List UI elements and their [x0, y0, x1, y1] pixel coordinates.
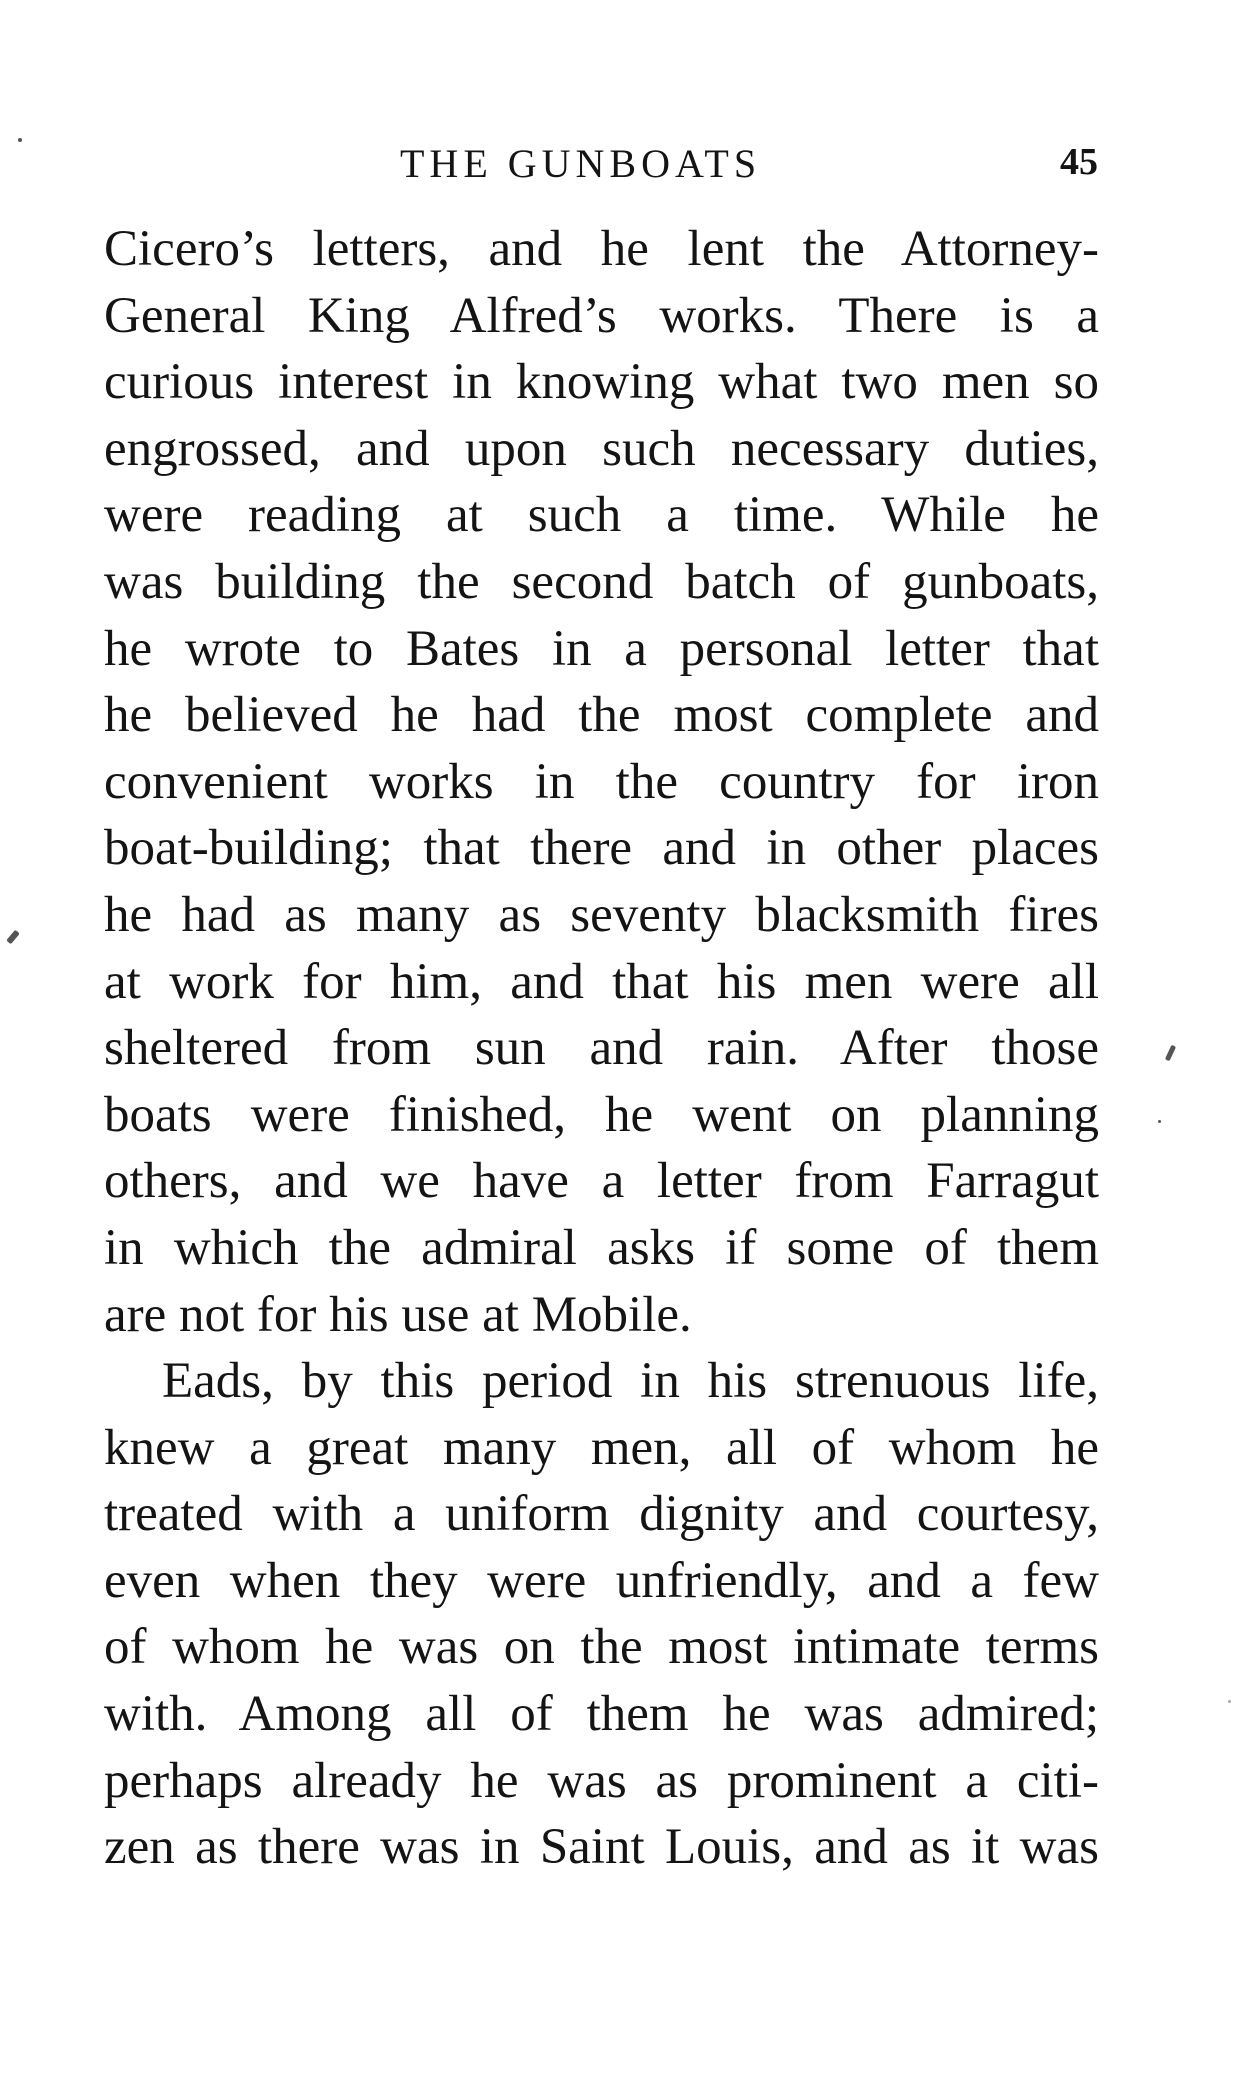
- text-line: Cicero’s letters, and he lent the Attorney-: [104, 221, 1099, 277]
- text-line: with. Among all of them he was admired;: [104, 1686, 1099, 1743]
- text-line: convenient works in the country for iron: [104, 753, 1099, 810]
- text-line: boat-building; that there and in other places: [104, 820, 1099, 877]
- text-line: boats were finished, he went on planning: [104, 1086, 1099, 1143]
- text-line: zen as there was in Saint Louis, and as it was: [104, 1819, 1099, 1876]
- text-line: he had as many as seventy blacksmith fires: [104, 886, 1099, 943]
- text-line: treated with a uniform dignity and courtesy,: [104, 1486, 1099, 1543]
- running-title: THE GUNBOATS: [400, 141, 762, 186]
- text-line: he wrote to Bates in a personal letter that: [104, 620, 1099, 677]
- text-line: was building the second batch of gunboats,: [104, 553, 1099, 610]
- text-line: in which the admiral asks if some of them: [104, 1219, 1099, 1276]
- text-line: others, and we have a letter from Farragut: [104, 1153, 1099, 1210]
- text-line: even when they were unfriendly, and a few: [104, 1552, 1099, 1609]
- text-line: were reading at such a time. While he: [104, 487, 1099, 544]
- scan-speck: [1158, 1120, 1161, 1123]
- scan-speck: [18, 138, 22, 142]
- scan-speck: [1165, 1045, 1176, 1062]
- text-line: Eads, by this period in his strenuous life,: [162, 1353, 1099, 1410]
- scan-speck: [6, 930, 20, 945]
- text-line: curious interest in knowing what two men so: [104, 354, 1099, 411]
- text-line: at work for him, and that his men were all: [104, 953, 1099, 1010]
- running-head: [0, 140, 1250, 190]
- text-line: perhaps already he was as prominent a citi-: [104, 1752, 1099, 1809]
- text-line: sheltered from sun and rain. After those: [104, 1020, 1099, 1077]
- page-number: 45: [1060, 141, 1098, 183]
- text-line: engrossed, and upon such necessary duties,: [104, 420, 1099, 477]
- text-line: General King Alfred’s works. There is a: [104, 287, 1099, 344]
- scan-speck: [1228, 1700, 1231, 1703]
- body-text: [104, 216, 1099, 1881]
- text-line: of whom he was on the most intimate terms: [104, 1619, 1099, 1676]
- text-line: knew a great many men, all of whom he: [104, 1419, 1099, 1476]
- text-line: are not for his use at Mobile.: [104, 1286, 692, 1343]
- text-line: he believed he had the most complete and: [104, 687, 1099, 744]
